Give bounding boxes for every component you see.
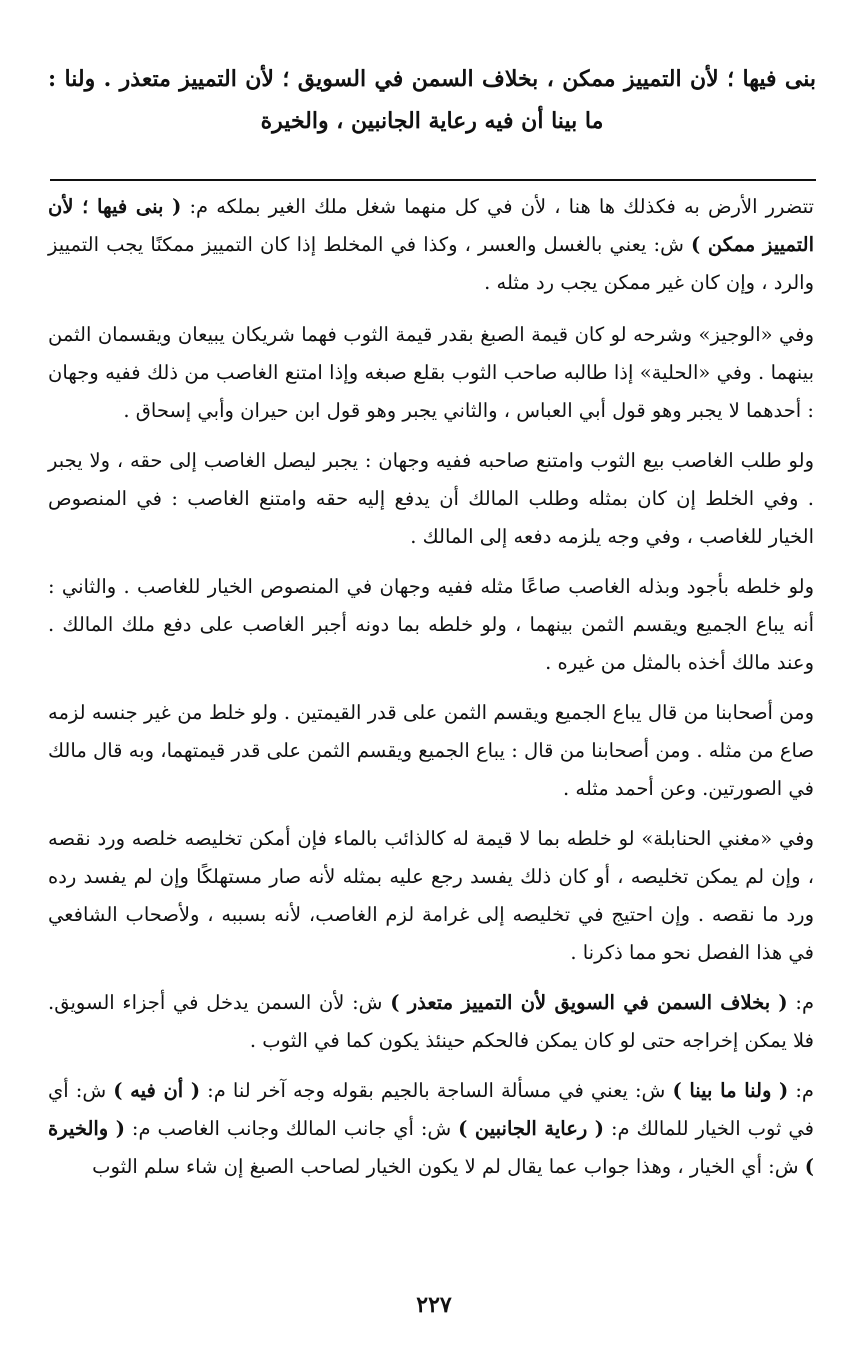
- commentary-paragraph-8: م: ( ولنا ما بينا ) ش: يعني في مسألة الساجة بالجيم بقوله وجه آخر لنا م: ( أن فيه ) ش: أي في ثوب الخيار للمالك م: ( رعاية الجانبين ) ش: أي جانب المالك وجانب الغاصب م: ( والخيرة ) ش: أي الخيار ، وهذا جواب عما يقال لم لا يكون الخيار لصاحب الصبغ إن شاء سلم الثوب: [48, 1079, 815, 1178]
- commentary-paragraph-4: ولو خلطه بأجود وبذله الغاصب صاعًا مثله ففيه وجهان في المنصوص الخيار للغاصب . والثاني : أنه يباع الجميع ويقسم الثمن بينهما ، ولو خلطه بما دونه أجبر الغاصب على دفع ملك المالك . وعند مالك أخذه بالمثل من غيره .: [48, 575, 814, 674]
- commentary-paragraph-5: ومن أصحابنا من قال يباع الجميع ويقسم الثمن على قدر القيمتين . ولو خلط من غير جنسه لزمه صاع من مثله . ومن أصحابنا من قال : يباع الجميع ويقسم الثمن على قدر قيمتهما، وبه قال مالك في الصورتين. وعن أحمد مثله .: [48, 701, 814, 800]
- separator-line: [50, 179, 816, 181]
- quoted-matn: ( والخيرة ): [48, 1117, 814, 1178]
- quoted-matn: ( ولنا ما بينا ): [672, 1079, 789, 1102]
- commentary-paragraph-1: تتضرر الأرض به فكذلك ها هنا ، لأن في كل منهما شغل ملك الغير بملكه م: ( بنى فيها ؛ لأن التمييز ممكن ) ش: يعني بالغسل والعسر ، وكذا في المخلط إذا كان التمييز ممكنًا يجب التمييز والرد ، وإن كان غير ممكن يجب رد مثله .: [48, 195, 814, 294]
- main-text: بنى فيها ؛ لأن التمييز ممكن ، بخلاف السمن في السويق ؛ لأن التمييز متعذر . ولنا : ما بينا أن فيه رعاية الجانبين ، والخيرة: [48, 66, 816, 134]
- quoted-matn: ( بخلاف السمن في السويق لأن التمييز متعذر ): [390, 991, 788, 1014]
- commentary-paragraph-3: ولو طلب الغاصب بيع الثوب وامتنع صاحبه ففيه وجهان : يجبر ليصل الغاصب إلى حقه ، ولا يجبر . وفي الخلط إن كان بمثله وطلب المالك أن يدفع إليه حقه وامتنع الغاصب : في المنصوص الخيار للغاصب ، وفي وجه يلزمه دفعه إلى المالك .: [48, 449, 814, 548]
- commentary-paragraph-2: وفي «الوجيز» وشرحه لو كان قيمة الصبغ بقدر قيمة الثوب فهما شريكان يبيعان ويقسمان الثمن بينهما . وفي «الحلية» إذا طالبه صاحب الثوب بقلع صبغه وإذا امتنع الغاصب من ذلك ففيه وجهان : أحدهما لا يجبر وهو قول أبي العباس ، والثاني يجبر وهو قول ابن حيران وأبي إسحاق .: [48, 323, 814, 422]
- page-number: ٢٢٧: [416, 1292, 452, 1318]
- commentary: [48, 188, 814, 1198]
- commentary-paragraph-6: وفي «مغني الحنابلة» لو خلطه بما لا قيمة له كالذائب بالماء فإن أمكن تخليصه خلصه ورد نقصه ، وإن لم يمكن تخليصه ، أو كان ذلك يفسد رجع عليه بمثله لأنه صار مستهلكًا وإن لم يفسد رده ورد ما نقصه . وإن احتيج في تخليصه إلى غرامة لزم الغاصب، لأنه بسببه ، ولأصحاب الشافعي في هذا الفصل نحو مما ذكرنا .: [48, 827, 814, 964]
- quoted-matn: ( أن فيه ): [113, 1079, 201, 1102]
- commentary-paragraph-7: م: ( بخلاف السمن في السويق لأن التمييز متعذر ) ش: لأن السمن يدخل في أجزاء السويق. فلا يمكن إخراجه حتى لو كان يمكن فالحكم حينئذ يكون كما في الثوب .: [48, 991, 815, 1052]
- quoted-matn: ( رعاية الجانبين ): [458, 1117, 605, 1140]
- quoted-matn: ( بنى فيها ؛ لأن التمييز ممكن ): [48, 195, 814, 256]
